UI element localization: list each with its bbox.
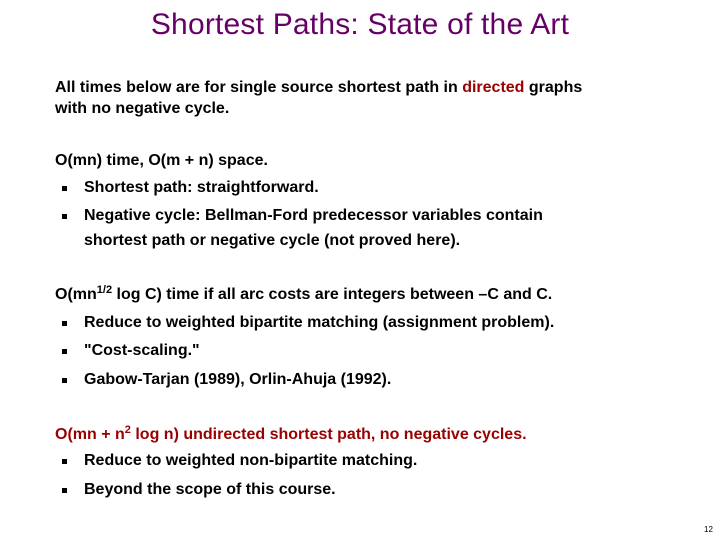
intro-line-1 xyxy=(55,77,582,98)
bullet-icon xyxy=(62,214,67,219)
section2-head-sup: 1/2 xyxy=(96,284,113,296)
section2-head-formula: O(mn xyxy=(55,286,97,303)
page-number: 12 xyxy=(704,525,713,534)
section3-item-1: Reduce to weighted non-bipartite matching. xyxy=(84,452,418,469)
bullet-icon xyxy=(62,321,67,326)
section1-item-2-line-1: Negative cycle: Bellman-Ford predecessor variables contain xyxy=(84,207,543,224)
bullet-icon xyxy=(62,349,67,354)
bullet-icon xyxy=(62,378,67,383)
section3-head-text: log n) undirected shortest path, no negative cycles. xyxy=(130,426,527,443)
section2-item-1: Reduce to weighted bipartite matching (assignment problem). xyxy=(84,314,555,331)
intro-text-end: graphs xyxy=(524,79,583,96)
section3-head-sup: 2 xyxy=(124,424,131,436)
bullet-icon xyxy=(62,459,67,464)
bullet-icon xyxy=(62,186,67,191)
intro-text: All times below are for single source shortest path in xyxy=(55,79,463,96)
section2-head-formula-end: log C) xyxy=(112,286,162,303)
section1-heading: O(mn) time, O(m + n) space. xyxy=(55,152,268,169)
section3-item-2: Beyond the scope of this course. xyxy=(84,481,336,498)
intro-highlight: directed xyxy=(462,79,525,96)
section2-heading xyxy=(55,284,552,305)
section1-item-1: Shortest path: straightforward. xyxy=(84,179,319,196)
section2-item-2: "Cost-scaling." xyxy=(84,342,200,359)
intro-line-2: with no negative cycle. xyxy=(55,100,230,117)
section1-item-2-line-2: shortest path or negative cycle (not proved here). xyxy=(84,232,461,249)
slide-title: Shortest Paths: State of the Art xyxy=(150,8,570,41)
section3-heading xyxy=(55,424,527,445)
section2-item-3: Gabow-Tarjan (1989), Orlin-Ahuja (1992). xyxy=(84,371,392,388)
bullet-icon xyxy=(62,488,67,493)
section3-head-formula: O(mn + n xyxy=(55,426,125,443)
section2-head-text: time if all arc costs are integers between –C and C. xyxy=(161,286,553,303)
